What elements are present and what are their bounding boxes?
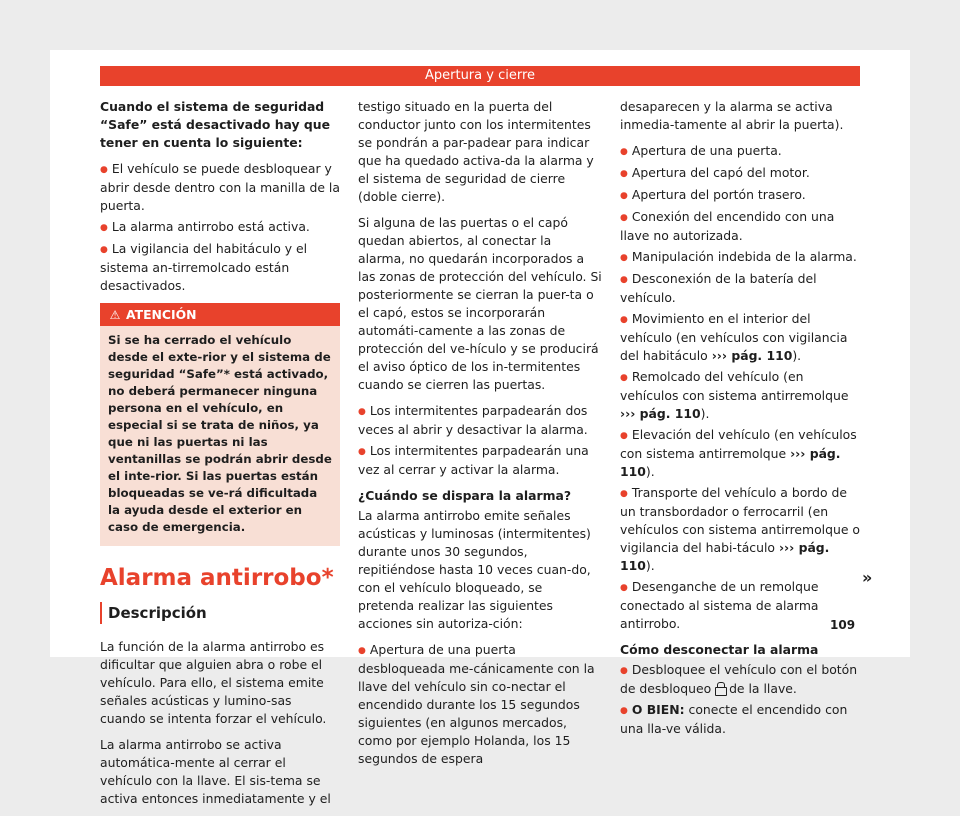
paragraph: La alarma antirrobo se activa automática-mente al cerrar el vehículo con la llave. El sis-tema se activa entonces inmediatamente y el (100, 737, 331, 806)
list-item: ● Elevación del vehículo (en vehículos con sistema antirremolque ››› pág. 110). (620, 426, 860, 481)
column-3 (620, 98, 860, 741)
paragraph: desaparecen y la alarma se activa inmedia-tamente al abrir la puerta). (620, 99, 844, 132)
unlock-icon (715, 682, 725, 694)
list-item: ● Transporte del vehículo a bordo de un transbordador o ferrocarril (en vehículos con sistema antirremolque o vigilancia del habi-táculo ››› pág. 110). (620, 484, 860, 575)
chapter-header: Apertura y cierre (100, 66, 860, 86)
list-item: ● El vehículo se puede desbloquear y abrir desde dentro con la manilla de la puerta. (100, 160, 340, 215)
column-1 (100, 98, 340, 816)
list-item: ● Apertura de una puerta desbloqueada me-cánicamente con la llave del vehículo sin co-nectar el encendido durante los 15 segundos siguientes (en algunos mercados, como por ejemplo Holanda, los 15 segundos de espera (358, 641, 602, 768)
list-item: ● Apertura del capó del motor. (620, 164, 860, 183)
list-item: ● Desconexión de la batería del vehículo. (620, 270, 860, 307)
intro-heading: Cuando el sistema de seguridad “Safe” está desactivado hay que tener en cuenta lo siguiente: (100, 99, 331, 150)
list-item: ● Conexión del encendido con una llave no autorizada. (620, 208, 860, 245)
list-item: ● Remolcado del vehículo (en vehículos con sistema antirremolque ››› pág. 110). (620, 368, 860, 423)
column-2 (358, 98, 602, 771)
warning-header (100, 303, 340, 326)
section-title: Alarma antirrobo* (100, 565, 334, 591)
page-reference-link[interactable]: ››› pág. 110 (620, 540, 830, 573)
manual-page (50, 50, 910, 806)
page-reference-link[interactable]: ››› pág. 110 (620, 446, 841, 479)
warning-triangle-icon: ⚠ (109, 308, 121, 322)
list-item: ● Los intermitentes parpadearán una vez al cerrar y activar la alarma. (358, 442, 602, 479)
page-reference-link[interactable]: ››› pág. 110 (620, 406, 701, 421)
list-item: ● Movimiento en el interior del vehículo (en vehículos con vigilancia del habitáculo ››› pág. 110). (620, 310, 860, 365)
list-item: ● Manipulación indebida de la alarma. (620, 248, 860, 267)
heading-disconnect-alarm: Cómo desconectar la alarma (620, 642, 819, 657)
warning-box (100, 303, 340, 546)
paragraph: La alarma antirrobo emite señales acústicas y luminosas (intermitentes) durante unos 30 segundos, repitiéndose hasta 10 veces cuan-do, con el vehículo bloqueado, se pretenda realizar las siguientes acciones sin autoriza-ción: (358, 508, 591, 631)
list-item: ● Apertura del portón trasero. (620, 186, 860, 205)
page-number: 109 (830, 618, 856, 632)
continue-arrow-icon: » (862, 568, 873, 587)
list-item: ● Desenganche de un remolque conectado al sistema de alarma antirrobo. (620, 578, 860, 633)
list-item: ● O BIEN: conecte el encendido con una lla-ve válida. (620, 701, 860, 738)
list-item: ● Apertura de una puerta. (620, 142, 860, 161)
paragraph: testigo situado en la puerta del conductor junto con los intermitentes se pondrán a par-padear para indicar que ha quedado activa-da la alarma y el sistema de seguridad de cierre (doble cierre). (358, 99, 594, 204)
paragraph: La función de la alarma antirrobo es dificultar que alguien abra o robe el vehículo. Para ello, el sistema emite señales acústicas y lumino-sas cuando se intenta forzar el vehículo. (100, 639, 327, 726)
list-item: ● La alarma antirrobo está activa. (100, 218, 340, 237)
warning-text: Si se ha cerrado el vehículo desde el exte-rior y el sistema de seguridad “Safe”* está activado, no deberá permanecer ninguna persona en el vehículo, en especial si se trata de niños, ya que ni las puertas ni las ventanillas se podrán abrir desde el inte-rior. Si las puertas están bloqueadas se ve-rá dificultada la ayuda desde el exterior en caso de emergencia. (108, 333, 332, 534)
or-label: O BIEN: (631, 702, 685, 717)
subsection-title: Descripción (100, 602, 340, 624)
page-reference-link[interactable]: ››› pág. 110 (711, 348, 793, 363)
list-item: ● Desbloquee el vehículo con el botón de desbloqueo de la llave. (620, 661, 860, 698)
list-item: ● La vigilancia del habitáculo y el sistema an-tirremolcado están desactivados. (100, 240, 340, 295)
list-item: ● Los intermitentes parpadearán dos veces al abrir y desactivar la alarma. (358, 402, 602, 439)
paragraph: Si alguna de las puertas o el capó quedan abiertos, al conectar la alarma, no quedarán incorporados a las zonas de protección del vehículo. Si posteriormente se cierran la puer-ta o el capó, estos se incorporarán automáti-camente a las zonas de protección del ve-hículo y se producirá el aviso óptico de los in-termitentes cuando se cierren las puertas. (358, 215, 602, 392)
warning-title: ATENCIÓN (126, 307, 197, 322)
heading-when-alarm: ¿Cuándo se dispara la alarma? (358, 488, 572, 503)
